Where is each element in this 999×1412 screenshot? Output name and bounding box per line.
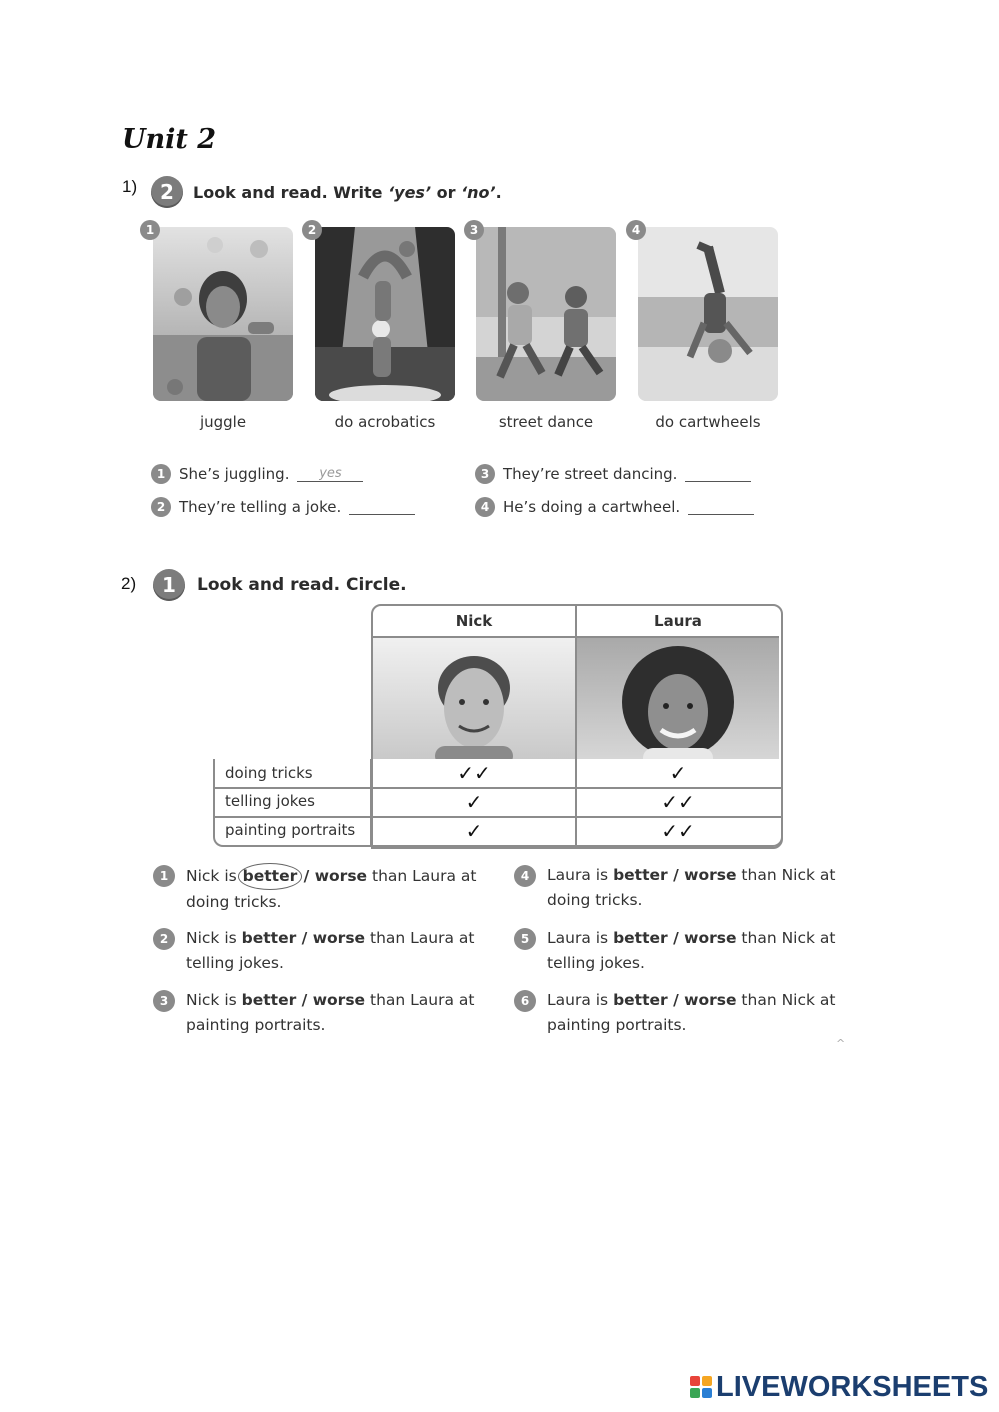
unit-title: Unit 2 xyxy=(122,124,217,155)
picture-badge: 4 xyxy=(626,220,646,240)
sentence-badge: 4 xyxy=(475,497,495,517)
option-worse[interactable]: worse xyxy=(312,991,366,1009)
tick-mark: ✓ xyxy=(669,761,687,785)
question-2-instruction: Look and read. Circle. xyxy=(197,575,407,595)
question-2-header xyxy=(153,569,407,601)
sentence-badge: 1 xyxy=(151,464,171,484)
logo-text: LIVEWORKSHEETS xyxy=(716,1370,989,1403)
option-worse[interactable]: worse xyxy=(684,929,737,947)
tick-mark: ✓ xyxy=(465,790,483,814)
tick-mark: ✓✓ xyxy=(457,761,491,785)
circle-item-1: 1 Nick is better / worse than Laura at doing tricks. xyxy=(186,863,486,915)
logo-icon xyxy=(690,1376,712,1398)
sentence-badge: 3 xyxy=(475,464,495,484)
sentence-badge: 2 xyxy=(151,497,171,517)
logo-tile xyxy=(702,1376,712,1386)
option-better-circled[interactable]: better xyxy=(238,863,303,890)
photo-juggle xyxy=(153,227,293,401)
photo-nick xyxy=(373,638,575,759)
exercise-badge: 1 xyxy=(153,569,185,601)
caption-acrobatics: do acrobatics xyxy=(334,413,436,431)
caret-mark: ^ xyxy=(836,1037,846,1050)
tick-mark: ✓✓ xyxy=(661,790,695,814)
option-better[interactable]: better xyxy=(613,866,668,884)
circle-item-6: 6 Laura is better / worse than Nick at painting portraits. xyxy=(547,988,847,1038)
row-label-painting-portraits: painting portraits xyxy=(225,821,356,839)
sentence-1: 1 She’s juggling. yes xyxy=(151,464,363,484)
logo-tile xyxy=(702,1388,712,1398)
exercise-badge: 2 xyxy=(151,176,183,208)
question-1-instruction: Look and read. Write ‘yes’ or ‘no’. xyxy=(193,182,502,202)
table-row-line xyxy=(213,787,781,789)
row-label-telling-jokes: telling jokes xyxy=(225,792,315,810)
column-header-laura: Laura xyxy=(577,606,779,638)
circle-item-4: 4 Laura is better / worse than Nick at doing tricks. xyxy=(547,863,847,913)
sentence-2: 2 They’re telling a joke. xyxy=(151,497,415,517)
item-badge: 2 xyxy=(153,928,175,950)
option-worse[interactable]: worse xyxy=(312,929,366,947)
picture-badge: 2 xyxy=(302,220,322,240)
caption-cartwheels: do cartwheels xyxy=(655,413,761,431)
sentence-3: 3 They’re street dancing. xyxy=(475,464,751,484)
photo-cartwheels xyxy=(638,227,778,401)
circle-item-2: 2 Nick is better / worse than Laura at telling jokes. xyxy=(186,926,486,976)
logo-tile xyxy=(690,1388,700,1398)
answer-blank-3[interactable] xyxy=(685,467,751,482)
option-worse[interactable]: worse xyxy=(684,991,737,1009)
photo-laura xyxy=(577,638,779,759)
circle-item-3: 3 Nick is better / worse than Laura at painting portraits. xyxy=(186,988,486,1038)
item-badge: 1 xyxy=(153,865,175,887)
option-better[interactable]: better xyxy=(613,929,668,947)
table-row-line xyxy=(213,816,781,818)
tick-mark: ✓ xyxy=(465,819,483,843)
circle-item-5: 5 Laura is better / worse than Nick at telling jokes. xyxy=(547,926,847,976)
question-1-number: 1) xyxy=(122,177,138,196)
answer-blank-2[interactable] xyxy=(349,500,415,515)
option-better[interactable]: better xyxy=(613,991,668,1009)
tick-mark: ✓✓ xyxy=(661,819,695,843)
caption-juggle: juggle xyxy=(199,413,247,431)
item-badge: 5 xyxy=(514,928,536,950)
liveworksheets-logo xyxy=(690,1370,989,1403)
sentence-4: 4 He’s doing a cartwheel. xyxy=(475,497,754,517)
option-better[interactable]: better xyxy=(241,991,297,1009)
picture-badge: 3 xyxy=(464,220,484,240)
answer-blank-4[interactable] xyxy=(688,500,754,515)
question-2-number: 2) xyxy=(121,574,137,593)
item-badge: 6 xyxy=(514,990,536,1012)
photo-street-dance xyxy=(476,227,616,401)
caption-street-dance: street dance xyxy=(498,413,594,431)
item-badge: 4 xyxy=(514,865,536,887)
photo-acrobatics xyxy=(315,227,455,401)
option-worse[interactable]: worse xyxy=(314,867,368,885)
logo-tile xyxy=(690,1376,700,1386)
question-1-header xyxy=(151,176,502,208)
column-header-nick: Nick xyxy=(373,606,575,638)
item-badge: 3 xyxy=(153,990,175,1012)
row-label-doing-tricks: doing tricks xyxy=(225,764,313,782)
picture-badge: 1 xyxy=(140,220,160,240)
option-worse[interactable]: worse xyxy=(684,866,737,884)
answer-blank-1: yes xyxy=(297,467,363,482)
option-better[interactable]: better xyxy=(241,929,297,947)
